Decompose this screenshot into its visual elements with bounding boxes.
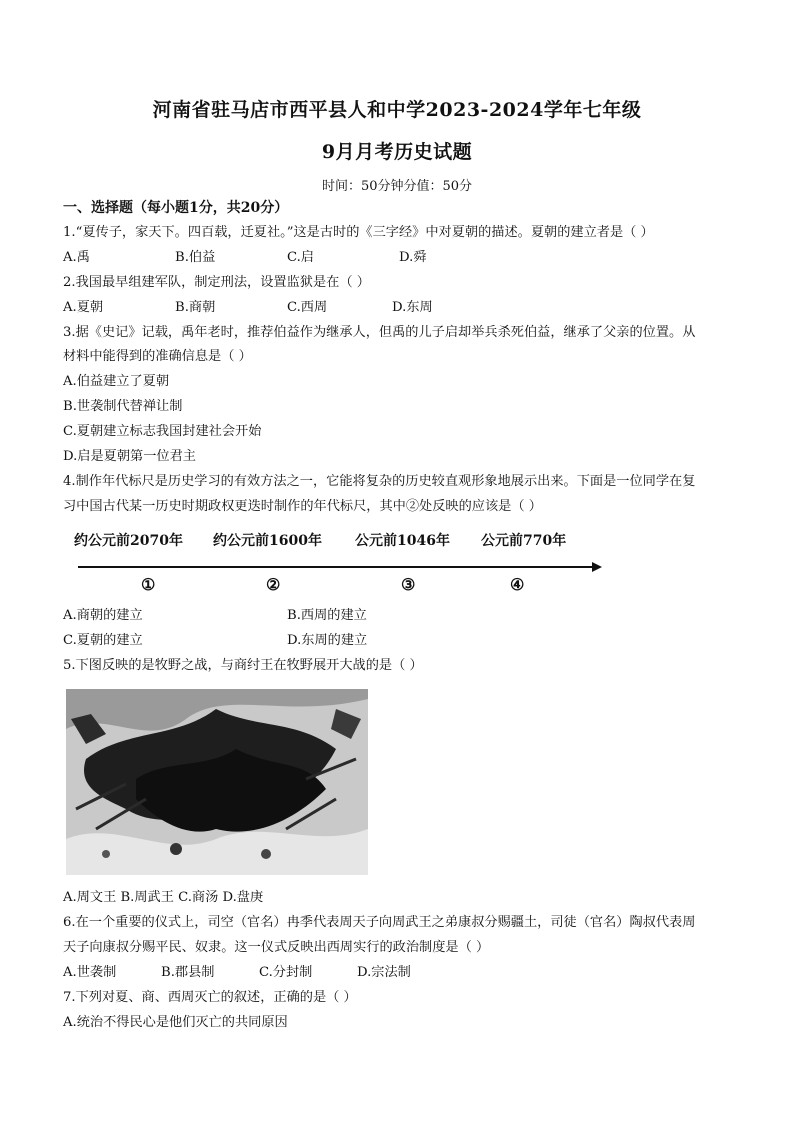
q4-option-a: A.商朝的建立 bbox=[63, 608, 143, 623]
q1-option-d: D.舜 bbox=[399, 250, 427, 265]
q2-option-c: C.西周 bbox=[287, 300, 328, 315]
exam-title-line2: 9月月考历史试题 bbox=[321, 141, 473, 163]
q1-option-b: B.伯益 bbox=[175, 250, 216, 265]
timeline-marker-3: ③ bbox=[401, 575, 416, 594]
q4-option-c: C.夏朝的建立 bbox=[63, 633, 143, 648]
q1-option-a: A.禹 bbox=[63, 250, 90, 265]
q7-stem: 7.下列对夏、商、西周灭亡的叙述，正确的是（ ） bbox=[63, 990, 357, 1005]
q3-option-d: D.启是夏朝第一位君主 bbox=[63, 449, 196, 464]
q4-option-d: D.东周的建立 bbox=[287, 633, 368, 648]
battle-of-muye-image bbox=[66, 689, 368, 875]
q4-stem-line1: 4.制作年代标尺是历史学习的有效方法之一，它能将复杂的历史较直观形象地展示出来。下面是一位同学在复 bbox=[63, 474, 696, 489]
exam-title-line1: 河南省驻马店市西平县人和中学2023-2024学年七年级 bbox=[152, 99, 642, 121]
q7-option-a: A.统治不得民心是他们灭亡的共同原因 bbox=[63, 1015, 288, 1030]
q1-stem: 1.“夏传子，家天下。四百载，迁夏社。”这是古时的《三字经》中对夏朝的描述。夏朝的建立者是（ ） bbox=[63, 225, 654, 240]
q5-options: A.周文王 B.周武王 C.商汤 D.盘庚 bbox=[63, 890, 264, 905]
q3-option-a: A.伯益建立了夏朝 bbox=[63, 374, 170, 389]
section-heading: 一、选择题（每小题1分，共20分） bbox=[63, 200, 289, 216]
timeline-arrow-icon bbox=[592, 562, 602, 572]
q3-stem-line2: 材料中能得到的准确信息是（ ） bbox=[63, 349, 252, 364]
q2-option-a: A.夏朝 bbox=[63, 300, 104, 315]
q6-option-b: B.郡县制 bbox=[161, 965, 215, 980]
q4-option-b: B.西周的建立 bbox=[287, 608, 367, 623]
q5-stem: 5.下图反映的是牧野之战，与商纣王在牧野展开大战的是（ ） bbox=[63, 658, 423, 673]
timeline-marker-4: ④ bbox=[510, 575, 525, 594]
q6-stem-line2: 天子向康叔分赐平民、奴隶。这一仪式反映出西周实行的政治制度是（ ） bbox=[63, 940, 490, 955]
timeline-label-2: 约公元前1600年 bbox=[213, 533, 322, 549]
timeline bbox=[68, 530, 608, 600]
timeline-label-1: 约公元前2070年 bbox=[74, 533, 183, 549]
timeline-label-4: 公元前770年 bbox=[481, 533, 567, 549]
q1-option-c: C.启 bbox=[287, 250, 314, 265]
q6-option-c: C.分封制 bbox=[259, 965, 313, 980]
q2-stem: 2.我国最早组建军队，制定刑法，设置监狱是在（ ） bbox=[63, 275, 370, 290]
q6-stem-line1: 6.在一个重要的仪式上，司空（官名）冉季代表周天子向周武王之弟康叔分赐疆土，司徒（官名）陶叔代表周 bbox=[63, 915, 696, 930]
q3-option-c: C.夏朝建立标志我国封建社会开始 bbox=[63, 424, 262, 439]
exam-meta: 时间：50分钟分值：50分 bbox=[321, 179, 473, 194]
timeline-marker-2: ② bbox=[266, 575, 281, 594]
q6-option-a: A.世袭制 bbox=[63, 965, 117, 980]
q3-stem-line1: 3.据《史记》记载，禹年老时，推荐伯益作为继承人，但禹的儿子启却举兵杀死伯益，继承了父亲的位置。从 bbox=[63, 325, 696, 340]
q2-option-b: B.商朝 bbox=[175, 300, 216, 315]
timeline-label-3: 公元前1046年 bbox=[355, 533, 450, 549]
q4-stem-line2: 习中国古代某一历史时期政权更迭时制作的年代标尺，其中②处反映的应该是（ ） bbox=[63, 499, 542, 514]
q3-option-b: B.世袭制代替禅让制 bbox=[63, 399, 183, 414]
q6-option-d: D.宗法制 bbox=[357, 965, 411, 980]
timeline-marker-1: ① bbox=[141, 575, 156, 594]
q2-option-d: D.东周 bbox=[392, 300, 433, 315]
timeline-axis bbox=[78, 566, 596, 568]
